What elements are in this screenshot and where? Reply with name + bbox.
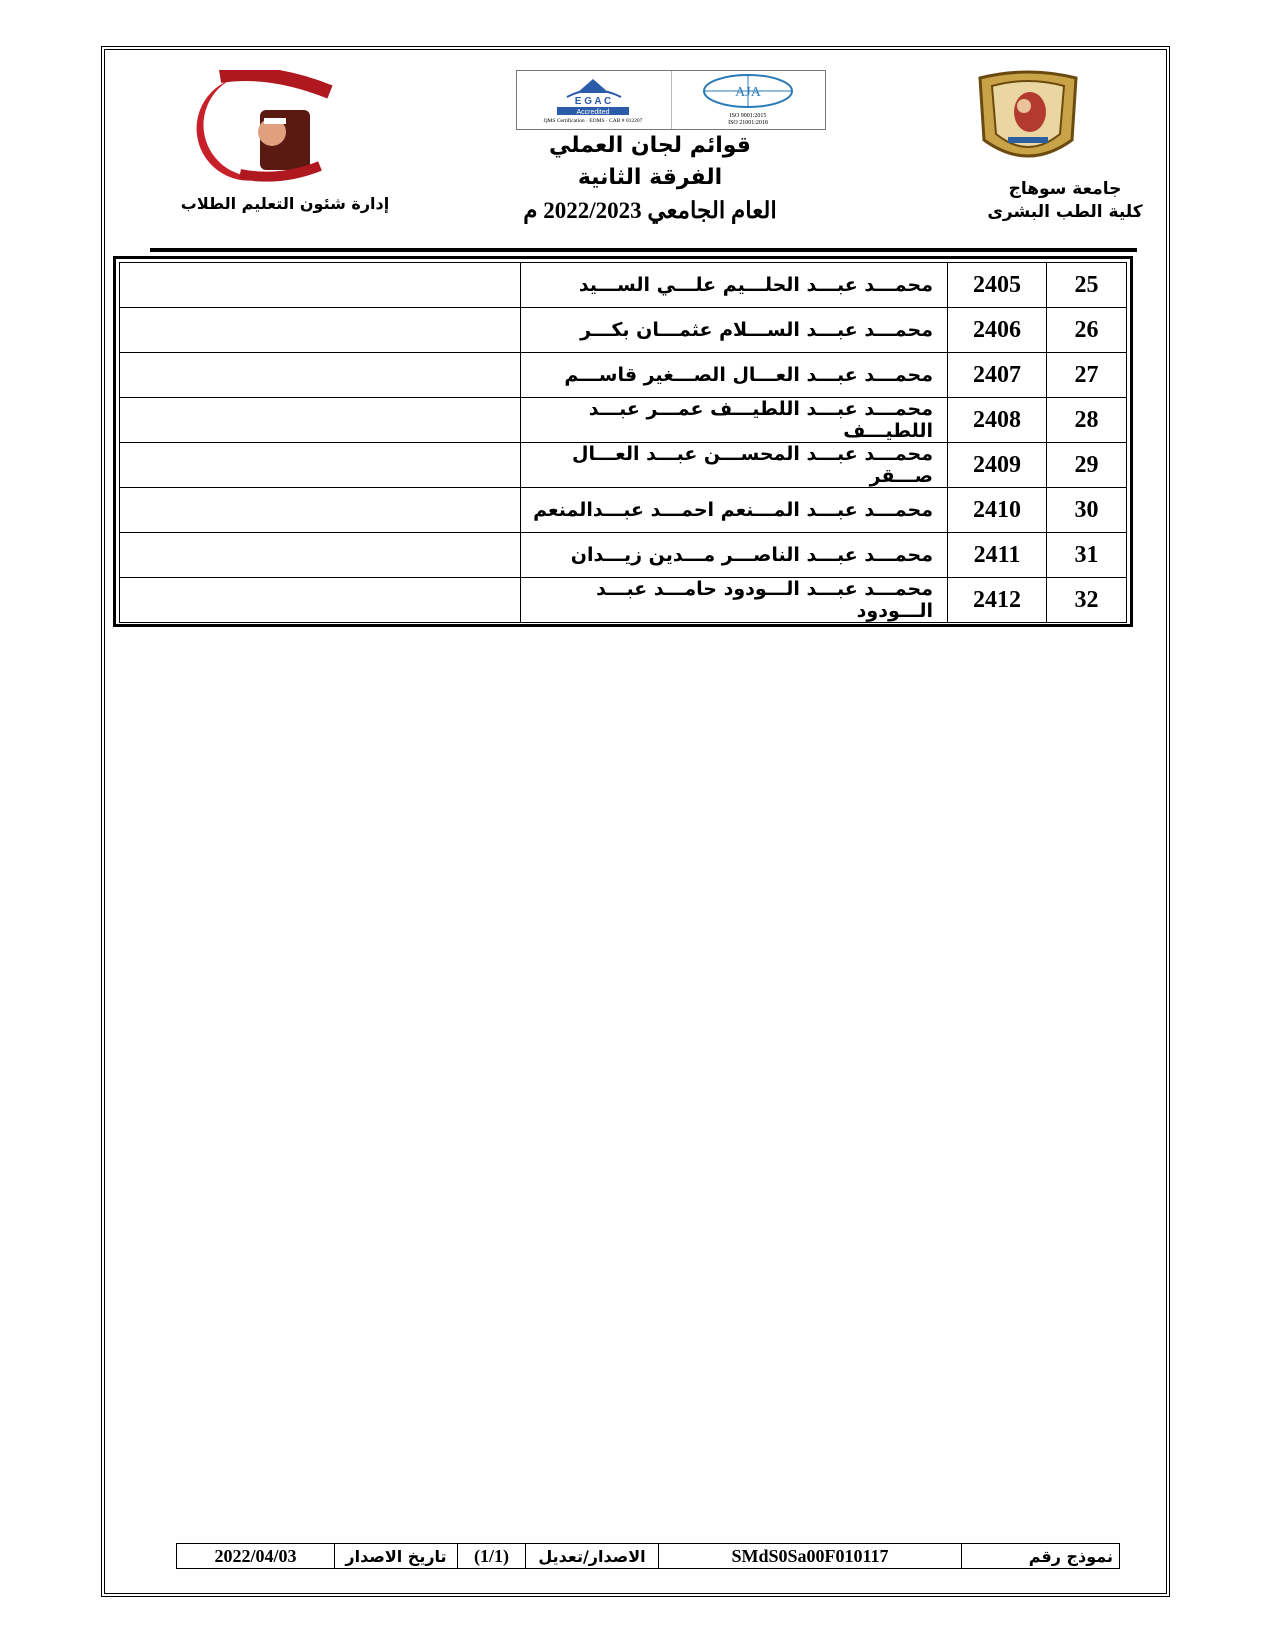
- svg-text:ISO 21001:2018: ISO 21001:2018: [727, 120, 768, 126]
- notes-cell: [120, 263, 521, 308]
- notes-cell: [120, 398, 521, 443]
- table-row: [120, 308, 1127, 353]
- student-name: محمـــد عبـــد الحلـــيم علـــي الســـيد: [521, 263, 948, 308]
- row-number: 29: [1047, 443, 1127, 488]
- sohag-university-seal-icon: [968, 70, 1088, 170]
- faculty-name: كلية الطب البشرى: [987, 202, 1143, 222]
- student-name: محمـــد عبـــد الســـلام عثمـــان بكـــر: [521, 308, 948, 353]
- notes-cell: [120, 488, 521, 533]
- edition-value: (1/1): [458, 1544, 526, 1568]
- notes-cell: [120, 578, 521, 623]
- notes-cell: [120, 308, 521, 353]
- row-number: 28: [1047, 398, 1127, 443]
- edition-label: الاصدار/تعديل: [526, 1544, 659, 1568]
- certification-logos: [516, 70, 826, 130]
- table-row: [120, 398, 1127, 443]
- row-number: 30: [1047, 488, 1127, 533]
- table-row: [120, 533, 1127, 578]
- form-code: SMdS0Sa00F010117: [659, 1544, 962, 1568]
- student-id: 2406: [948, 308, 1047, 353]
- student-id: 2405: [948, 263, 1047, 308]
- student-id: 2407: [948, 353, 1047, 398]
- row-number: 27: [1047, 353, 1127, 398]
- row-number: 32: [1047, 578, 1127, 623]
- row-number: 26: [1047, 308, 1127, 353]
- table-row: [120, 578, 1127, 623]
- aja-logo-icon: [671, 71, 826, 129]
- university-name: جامعة سوهاج: [1008, 179, 1122, 199]
- document-title: [500, 130, 800, 228]
- department-name: إدارة شئون التعليم الطلاب: [180, 194, 390, 213]
- issue-date-value: 2022/04/03: [214, 1545, 297, 1566]
- title-line-2: الفرقة الثانية: [577, 165, 723, 190]
- student-id: 2409: [948, 443, 1047, 488]
- table-row: [120, 488, 1127, 533]
- university-block: [985, 178, 1145, 224]
- student-name: محمـــد عبـــد اللطيـــف عمـــر عبـــد اللطيـــف: [521, 398, 948, 443]
- table-row: [120, 353, 1127, 398]
- student-name: محمـــد عبـــد العـــال الصـــغير قاســـم: [521, 353, 948, 398]
- student-id: 2410: [948, 488, 1047, 533]
- egac-logo-icon: [517, 71, 671, 129]
- issue-date-label: تاريخ الاصدار: [335, 1544, 458, 1568]
- svg-text:QMS Certification · EOMS · CAB: QMS Certification · EOMS · CAB # 012207: [543, 118, 643, 124]
- row-number: 31: [1047, 533, 1127, 578]
- notes-cell: [120, 443, 521, 488]
- title-line-3: العام الجامعي 2022/2023 م: [523, 198, 777, 223]
- student-name: محمـــد عبـــد الـــودود حامـــد عبـــد الـــودود: [521, 578, 948, 623]
- row-number: 25: [1047, 263, 1127, 308]
- svg-text:Accredited: Accredited: [576, 109, 610, 116]
- student-name: محمـــد عبـــد المحســـن عبـــد العـــال صـــقر: [521, 443, 948, 488]
- faculty-of-medicine-logo-icon: [160, 70, 350, 185]
- student-id: 2408: [948, 398, 1047, 443]
- notes-cell: [120, 353, 521, 398]
- form-footer: [176, 1543, 1120, 1569]
- svg-text:ISO 9001:2015: ISO 9001:2015: [729, 113, 766, 119]
- committee-table: [113, 256, 1133, 627]
- student-id: 2412: [948, 578, 1047, 623]
- student-name: محمـــد عبـــد المـــنعم احمـــد عبـــدالمنعم: [521, 488, 948, 533]
- table-row: [120, 443, 1127, 488]
- title-line-1: قوائم لجان العملي: [549, 133, 751, 158]
- notes-cell: [120, 533, 521, 578]
- svg-text:AJA: AJA: [734, 85, 761, 100]
- table-row: [120, 263, 1127, 308]
- header-divider: [150, 248, 1137, 252]
- student-name: محمـــد عبـــد الناصـــر مـــدين زيـــدان: [521, 533, 948, 578]
- student-id: 2411: [948, 533, 1047, 578]
- form-number-label: نموذج رقم: [962, 1544, 1120, 1568]
- svg-text:E G A C: E G A C: [574, 96, 612, 107]
